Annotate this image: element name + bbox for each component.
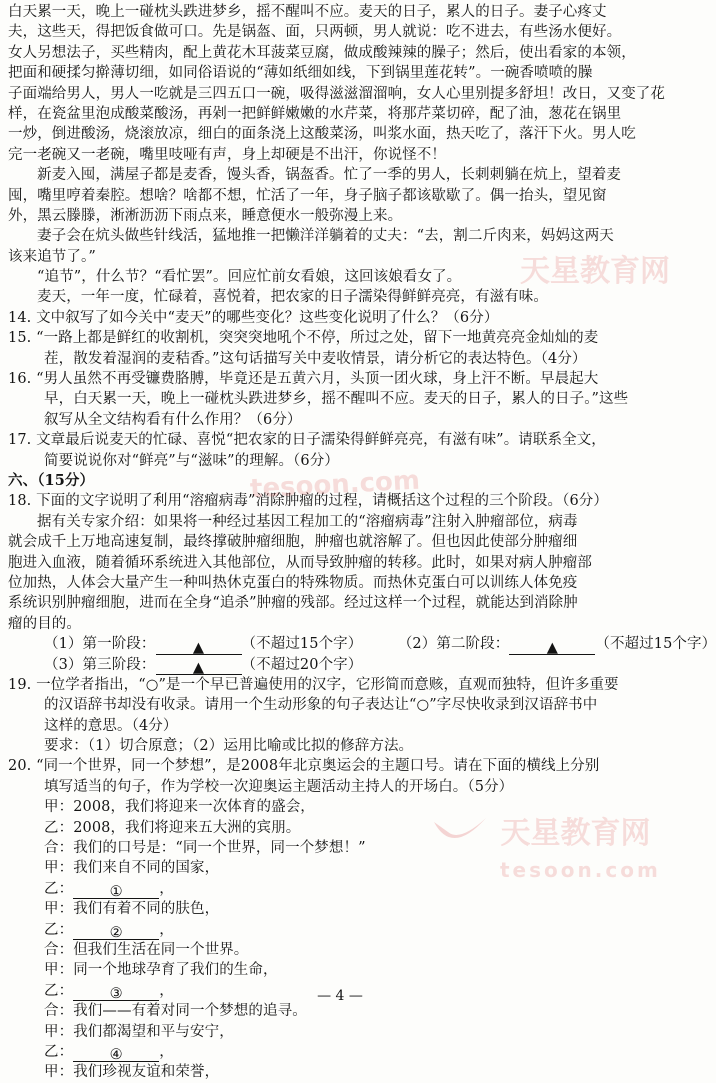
text-line: 样，在瓷盆里泡成酸菜酸汤，再剁一把鲜鲜嫩嫩的水芹菜，将那芹菜切碎，配了油，葱花在锅里	[8, 105, 622, 122]
text-line: 瘤的目的。	[8, 615, 81, 632]
stage-row-1	[8, 634, 716, 656]
text-line: 位加热，人体会大量产生一种叫热休克蛋白的特殊物质。而热休克蛋白可以训练人体免疫	[8, 574, 578, 591]
text-line: 新麦入囤，满屋子都是麦香，馒头香，锅盔香。忙了一季的男人，长刺刺躺在炕上，望着麦	[37, 167, 621, 184]
dialog-blank-2-row	[8, 920, 672, 940]
text-line: 系统识别肿瘤细胞，进而在全身“追杀”肿瘤的残部。经过这样一个过程，就能达到消除肿	[8, 595, 578, 612]
stage-2-note: （不超过15个字）	[595, 636, 716, 653]
punctuation: ，	[159, 921, 174, 938]
speaker-prefix: 乙：	[44, 982, 74, 999]
text-line: “追节”，什么节？“看忙罢”。回应忙前女看娘，这回该娘看女了。	[37, 269, 462, 286]
answer-blank-3[interactable]: ③	[73, 984, 159, 1001]
question-17: 17. 文章最后说麦天的忙碌、喜悦“把农家的日子濡染得鲜鲜亮亮，有滋有味”。请联系全文，	[8, 432, 606, 449]
stage-2-label: （2）第二阶段：	[397, 636, 510, 653]
stage-3-note: （不超过20个字）	[241, 656, 363, 673]
text-body	[8, 2, 716, 1083]
answer-blank-2[interactable]: ②	[73, 923, 159, 940]
punctuation: ，	[159, 1043, 174, 1060]
text-line: 夫，这些天，得把饭食做可口。先是锅盔、面，只两顿，男人就说：吃不进去，有些汤水便好。	[8, 24, 622, 41]
dialog-line: 甲：我们有着不同的肤色，	[44, 901, 220, 918]
text-line: 白天累一天，晚上一碰枕头跌进梦乡，摇不醒叫不应。麦天的日子，累人的日子。妻子心疼丈	[8, 4, 607, 20]
text-line: 简要说说你对“鲜亮”与“滋味”的理解。（6分）	[44, 452, 339, 469]
question-16: 16. “男人虽然不再受镰费胳膊，毕竟还是五黄六月，头顶一团火球，身上汗不断。早晨起大	[8, 371, 599, 388]
text-line: 胞进入血液，随着循环系统进入其他部位，从而导致肿瘤的转移。此时，如果对病人肿瘤部	[8, 554, 592, 571]
watermark-text: tesoon.com	[249, 465, 421, 505]
stage-row-2	[8, 655, 672, 675]
stage-1-label: （1）第一阶段：	[44, 636, 156, 653]
watermark-text: 天星教育网	[500, 816, 651, 851]
punctuation: ，	[159, 880, 174, 897]
stage-1-note: （不超过15个字）	[241, 636, 363, 653]
stage-1-answer-blank[interactable]: ▲	[156, 638, 242, 655]
speaker-prefix: 乙：	[44, 1043, 74, 1060]
dialog-line: 乙：2008，我们将迎来五大洲的宾朋。	[44, 819, 301, 836]
page-number: — 4 —	[317, 988, 363, 1004]
text-line: 完一老碗又一老碗，嘴里吱哑有声，身上却硬是不出汗，你说怪不！	[8, 146, 446, 163]
question-20: 20. “同一个世界，同一个梦想”，是2008年北京奥运会的主题口号。请在下面的横线上分别	[8, 758, 600, 775]
question-14: 14. 文中叙写了如今关中“麦天”的哪些变化？这些变化说明了什么？（6分）	[8, 309, 499, 326]
stage-3-answer-blank[interactable]: ▲	[156, 658, 242, 675]
text-line: 该来追节了。”	[8, 248, 96, 265]
watermark-text: 天星教育网	[520, 254, 670, 289]
text-line: 填写适当的句子，作为学校一次迎奥运主题活动主持人的开场白。（5分）	[44, 778, 514, 795]
dialog-line: 甲：同一个地球孕育了我们的生命，	[44, 962, 278, 979]
text-line: 据有关专家介绍：如果将一种经过基因工程加工的“溶瘤病毒”注射入肿瘤部位，病毒	[37, 513, 578, 530]
dialog-line: 合：我们——有着对同一个梦想的追寻。	[44, 1003, 307, 1020]
dialog-line: 甲：2008，我们将迎来一次体育的盛会，	[44, 799, 315, 816]
dialog-line: 甲：我们来自不同的国家，	[44, 860, 220, 877]
text-line: 麦天，一年一度，忙碌着，喜悦着，把农家的日子濡染得鲜鲜亮亮，有滋有味。	[37, 289, 548, 306]
dialog-blank-4-row	[8, 1042, 672, 1062]
text-line: 妻子会在炕头做些针线活，猛地推一把懒洋洋躺着的丈夫：“去，割二斤肉来，妈妈这两天	[37, 228, 614, 245]
text-line: 叙写从全文结构看有什么作用？（6分）	[44, 411, 302, 428]
dialog-line: 甲：我们都渴望和平与安宁，	[44, 1023, 234, 1040]
answer-blank-4[interactable]: ④	[73, 1045, 159, 1062]
answer-blank-1[interactable]: ①	[73, 882, 159, 899]
text-line: 早，白天累一天，晚上一碰枕头跌进梦乡，摇不醒叫不应。麦天的日子，累人的日子。”这些	[44, 391, 629, 408]
requirement-line: 要求：（1）切合原意；（2）运用比喻或比拟的修辞方法。	[44, 738, 414, 755]
text-line: 把面和硬揉匀擀薄切细，如同俗语说的“薄如纸细如线，下到锅里莲花转”。一碗香喷喷的臊	[8, 65, 593, 82]
question-18: 18. 下面的文字说明了利用“溶瘤病毒”消除肿瘤的过程，请概括这个过程的三个阶段。（6分）	[8, 493, 608, 510]
dialog-line: 合：我们的口号是：“同一个世界，同一个梦想！”	[44, 840, 366, 857]
section-heading: 六、（15分）	[8, 471, 95, 489]
question-19: 19. 一位学者指出，“○”是一个早已普遍使用的汉字，它形简而意赅，直观而独特，但许多重要	[8, 676, 619, 693]
punctuation: ，	[159, 982, 174, 999]
text-line: 女人另想法子，买些精肉，配上黄花木耳菠菜豆腐，做成酸辣辣的臊子；然后，使出看家的本领，	[8, 44, 636, 61]
text-line: 这样的意思。（4分）	[44, 717, 178, 734]
text-line: 外，黑云滕滕，淅淅沥沥下雨点来，睡意便水一般弥漫上来。	[8, 207, 403, 224]
dialog-blank-1-row	[8, 879, 672, 899]
stage-3-label: （3）第三阶段：	[44, 656, 156, 673]
text-line: 茬，散发着湿润的麦秸香。”这句话描写关中麦收情景，请分析它的表达特色。（4分）	[44, 350, 587, 367]
text-line: 的汉语辞书却没有收录。请用一个生动形象的句子表达让“○”字尽快收录到汉语辞书中	[44, 697, 598, 714]
speaker-prefix: 乙：	[44, 921, 74, 938]
text-line: 一炒，倒进酸汤，烧滚放凉，细白的面条浇上这酸菜汤，叫浆水面，热天吃了，落汗下火。男人吃	[8, 126, 636, 143]
text-line: 子面端给男人，男人一吃就是三四五口一碗，吸得滋滋溜溜响，女人心里别提多舒坦！改日，又变了花	[8, 85, 665, 102]
dialog-line: 甲：我们珍视友谊和荣誉，	[44, 1064, 220, 1081]
question-15: 15. “一路上都是鲜红的收割机，突突突地吼个不停，所过之处，留下一地黄亮亮金灿灿的麦	[8, 330, 599, 347]
text-line: 就会成千上万地高速复制，最终撑破肿瘤细胞，肿瘤也就溶解了。但也因此使部分肿瘤细	[8, 534, 578, 551]
watermark-url: tesoon.com	[500, 857, 661, 882]
stage-2-answer-blank[interactable]: ▲	[509, 638, 595, 655]
dialog-line: 合：但我们生活在同一个世界。	[44, 941, 249, 958]
text-line: 囤，嘴里哼着秦腔。想啥？啥都不想，忙活了一年，身子脑子都该歇歇了。偶一抬头，望见窗	[8, 187, 607, 204]
speaker-prefix: 乙：	[44, 880, 74, 897]
